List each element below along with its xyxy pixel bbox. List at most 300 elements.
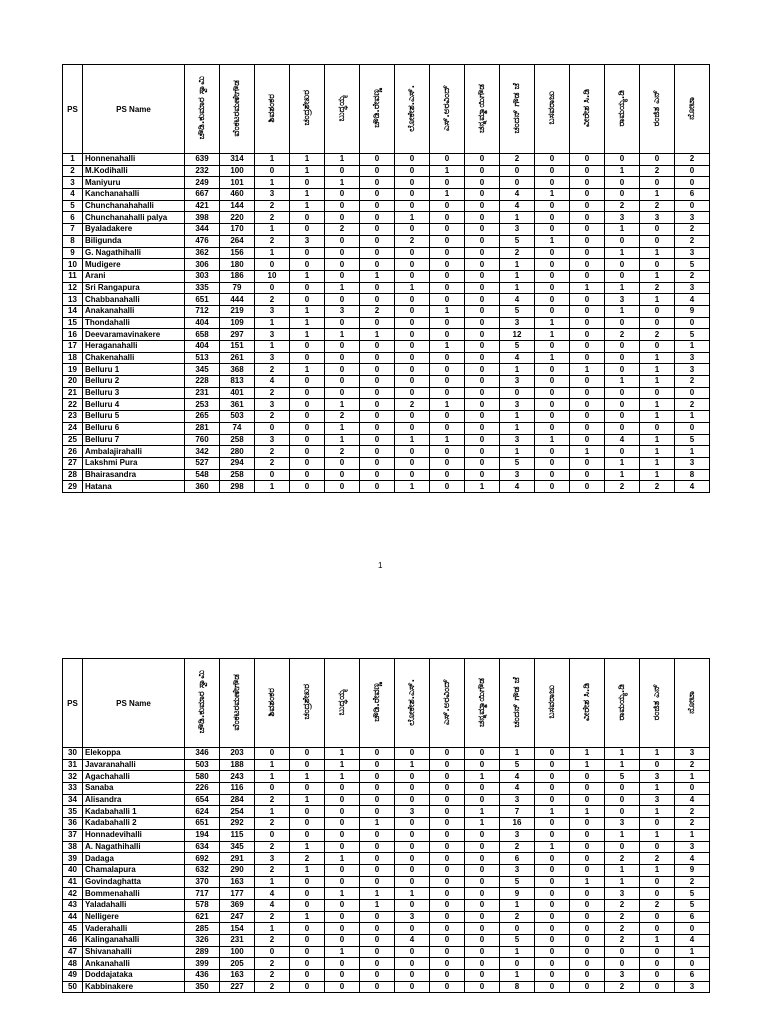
vote-count-cell: 1 — [290, 911, 325, 923]
vote-count-cell: 4 — [500, 481, 535, 493]
vote-count-cell: 634 — [185, 841, 220, 853]
vote-count-cell: 0 — [325, 387, 360, 399]
vote-count-cell: 444 — [220, 294, 255, 306]
vote-count-cell: 3 — [640, 771, 675, 783]
vote-count-cell: 3 — [500, 224, 535, 236]
header-row — [63, 65, 710, 154]
vote-count-cell: 0 — [360, 469, 395, 481]
vote-count-cell: 306 — [185, 259, 220, 271]
vote-count-cell: 1 — [325, 946, 360, 958]
table-row — [63, 888, 710, 900]
vote-count-cell: 2 — [500, 841, 535, 853]
vote-count-cell: 1 — [360, 888, 395, 900]
vote-count-cell: 1 — [675, 341, 710, 353]
vote-count-cell: 0 — [395, 958, 430, 970]
vote-count-cell: 0 — [325, 457, 360, 469]
vote-count-cell: 2 — [675, 270, 710, 282]
vote-count-cell: 1 — [535, 329, 570, 341]
vote-count-cell: 0 — [395, 771, 430, 783]
vote-count-cell: 0 — [360, 399, 395, 411]
vote-count-cell: 5 — [500, 341, 535, 353]
header-candidate — [255, 659, 290, 748]
vote-count-cell: 0 — [395, 247, 430, 259]
vote-count-cell: 0 — [535, 247, 570, 259]
vote-count-cell: 0 — [395, 783, 430, 795]
vote-count-cell: 639 — [185, 154, 220, 166]
vote-count-cell: 0 — [430, 387, 465, 399]
vote-count-cell: 0 — [325, 806, 360, 818]
vote-count-cell: 0 — [395, 853, 430, 865]
vote-count-cell: 0 — [360, 946, 395, 958]
vote-count-cell: 0 — [430, 317, 465, 329]
ps-number-cell: 10 — [63, 259, 83, 271]
vote-count-cell: 1 — [325, 399, 360, 411]
vote-count-cell: 232 — [185, 165, 220, 177]
table-row — [63, 235, 710, 247]
vote-count-cell: 0 — [360, 771, 395, 783]
ps-number-cell: 4 — [63, 189, 83, 201]
ps-number-cell: 34 — [63, 794, 83, 806]
vote-count-cell: 247 — [220, 911, 255, 923]
vote-count-cell: 0 — [430, 829, 465, 841]
vote-count-cell: 0 — [290, 899, 325, 911]
vote-count-cell: 4 — [255, 899, 290, 911]
vote-count-cell: 0 — [360, 177, 395, 189]
vote-count-cell: 0 — [535, 481, 570, 493]
ps-number-cell: 3 — [63, 177, 83, 189]
table-row — [63, 864, 710, 876]
vote-count-cell: 101 — [220, 177, 255, 189]
table-row — [63, 446, 710, 458]
vote-count-cell: 0 — [675, 387, 710, 399]
vote-count-cell: 0 — [605, 317, 640, 329]
vote-count-cell: 0 — [570, 911, 605, 923]
vote-count-cell: 3 — [255, 399, 290, 411]
vote-count-cell: 0 — [640, 154, 675, 166]
vote-count-cell: 421 — [185, 200, 220, 212]
vote-count-cell: 398 — [185, 212, 220, 224]
ps-number-cell: 7 — [63, 224, 83, 236]
vote-count-cell: 2 — [255, 935, 290, 947]
vote-count-cell: 0 — [430, 783, 465, 795]
vote-count-cell: 0 — [325, 935, 360, 947]
vote-count-cell: 1 — [500, 411, 535, 423]
vote-count-cell: 0 — [605, 841, 640, 853]
table-row — [63, 783, 710, 795]
vote-count-cell: 2 — [605, 911, 640, 923]
ps-name-cell: Belluru 3 — [83, 387, 185, 399]
vote-count-cell: 1 — [500, 212, 535, 224]
vote-count-cell: 2 — [255, 794, 290, 806]
ps-name-cell: Bhairasandra — [83, 469, 185, 481]
header-candidate — [395, 65, 430, 154]
vote-count-cell: 0 — [360, 853, 395, 865]
ps-name-cell: Alisandra — [83, 794, 185, 806]
vote-count-cell: 1 — [325, 434, 360, 446]
vote-count-cell: 0 — [535, 469, 570, 481]
vote-count-cell: 0 — [395, 422, 430, 434]
vote-count-cell: 0 — [430, 970, 465, 982]
vote-count-cell: 0 — [430, 469, 465, 481]
ps-name-cell: Belluru 5 — [83, 411, 185, 423]
page-number: 1 — [378, 561, 383, 570]
vote-count-cell: 0 — [465, 469, 500, 481]
vote-count-cell: 0 — [360, 282, 395, 294]
vote-count-cell: 0 — [325, 247, 360, 259]
ps-number-cell: 14 — [63, 305, 83, 317]
vote-count-cell: 2 — [500, 247, 535, 259]
vote-count-cell: 0 — [570, 864, 605, 876]
vote-count-cell: 4 — [500, 783, 535, 795]
vote-count-cell: 513 — [185, 352, 220, 364]
vote-count-cell: 0 — [640, 387, 675, 399]
vote-count-cell: 0 — [500, 177, 535, 189]
vote-count-cell: 0 — [325, 376, 360, 388]
vote-count-cell: 0 — [290, 783, 325, 795]
vote-count-cell: 404 — [185, 341, 220, 353]
vote-count-cell: 0 — [570, 771, 605, 783]
vote-count-cell: 2 — [255, 212, 290, 224]
vote-count-cell: 261 — [220, 352, 255, 364]
vote-count-cell: 0 — [465, 189, 500, 201]
vote-count-cell: 0 — [465, 457, 500, 469]
vote-count-cell: 0 — [640, 317, 675, 329]
vote-count-cell: 1 — [255, 806, 290, 818]
vote-count-cell: 0 — [535, 829, 570, 841]
vote-count-cell: 0 — [640, 946, 675, 958]
vote-count-cell: 0 — [430, 946, 465, 958]
vote-count-cell: 0 — [395, 864, 430, 876]
table-row — [63, 806, 710, 818]
vote-count-cell: 1 — [290, 364, 325, 376]
ps-name-cell: Belluru 4 — [83, 399, 185, 411]
vote-count-cell: 1 — [290, 841, 325, 853]
vote-count-cell: 0 — [640, 911, 675, 923]
vote-count-cell: 2 — [255, 841, 290, 853]
table-row — [63, 771, 710, 783]
vote-count-cell: 0 — [430, 899, 465, 911]
vote-count-cell: 0 — [570, 154, 605, 166]
header-ps: PS — [63, 65, 83, 154]
vote-count-cell: 1 — [430, 434, 465, 446]
header-candidate — [360, 65, 395, 154]
vote-count-cell: 1 — [255, 247, 290, 259]
ps-name-cell: Belluru 7 — [83, 434, 185, 446]
vote-count-cell: 0 — [605, 794, 640, 806]
header-candidate — [430, 65, 465, 154]
vote-count-cell: 0 — [395, 923, 430, 935]
vote-count-cell: 1 — [500, 422, 535, 434]
vote-count-cell: 3 — [675, 457, 710, 469]
vote-count-cell: 717 — [185, 888, 220, 900]
table-row — [63, 259, 710, 271]
vote-count-cell: 368 — [220, 364, 255, 376]
vote-count-cell: 2 — [255, 387, 290, 399]
candidate-name: ರಾಮಯ್ಯ.ಡಿ — [616, 89, 627, 127]
vote-count-cell: 9 — [675, 305, 710, 317]
header-candidate — [360, 659, 395, 748]
vote-count-cell: 0 — [675, 165, 710, 177]
ps-name-cell: Lakshmi Pura — [83, 457, 185, 469]
vote-count-cell: 0 — [570, 923, 605, 935]
vote-count-cell: 219 — [220, 305, 255, 317]
vote-count-cell: 0 — [360, 923, 395, 935]
header-candidate — [640, 659, 675, 748]
vote-count-cell: 115 — [220, 829, 255, 841]
vote-count-cell: 0 — [395, 794, 430, 806]
vote-count-cell: 203 — [220, 748, 255, 760]
vote-count-cell: 2 — [675, 876, 710, 888]
vote-count-cell: 1 — [640, 294, 675, 306]
vote-count-cell: 0 — [325, 200, 360, 212]
vote-count-cell: 2 — [255, 446, 290, 458]
header-candidate — [675, 659, 710, 748]
ps-name-cell: Deevaramavinakere — [83, 329, 185, 341]
vote-count-cell: 0 — [360, 294, 395, 306]
vote-count-cell: 1 — [605, 224, 640, 236]
ps-number-cell: 46 — [63, 935, 83, 947]
vote-count-cell: 290 — [220, 864, 255, 876]
table-row — [63, 154, 710, 166]
vote-count-cell: 0 — [255, 946, 290, 958]
vote-count-cell: 0 — [605, 364, 640, 376]
vote-count-cell: 0 — [640, 341, 675, 353]
vote-count-cell: 350 — [185, 981, 220, 993]
vote-count-cell: 2 — [325, 224, 360, 236]
vote-count-cell: 0 — [640, 177, 675, 189]
vote-count-cell: 651 — [185, 818, 220, 830]
header-candidate — [500, 659, 535, 748]
vote-count-cell: 360 — [185, 481, 220, 493]
vote-count-cell: 0 — [395, 270, 430, 282]
vote-count-cell: 1 — [325, 888, 360, 900]
vote-count-cell: 0 — [290, 282, 325, 294]
vote-count-cell: 2 — [640, 899, 675, 911]
vote-count-cell: 1 — [500, 970, 535, 982]
vote-count-cell: 4 — [500, 294, 535, 306]
vote-count-cell: 10 — [255, 270, 290, 282]
vote-count-cell: 346 — [185, 748, 220, 760]
ps-number-cell: 43 — [63, 899, 83, 911]
vote-count-cell: 4 — [500, 200, 535, 212]
header-candidate — [255, 65, 290, 154]
vote-count-cell: 3 — [255, 434, 290, 446]
vote-count-cell: 3 — [500, 469, 535, 481]
vote-count-cell: 0 — [570, 200, 605, 212]
vote-count-cell: 0 — [395, 446, 430, 458]
vote-count-cell: 7 — [500, 806, 535, 818]
vote-count-cell: 0 — [570, 481, 605, 493]
candidate-name: ಚಂದ್ರಶೇಖರ — [301, 90, 312, 126]
vote-count-cell: 0 — [535, 411, 570, 423]
vote-count-cell: 0 — [360, 748, 395, 760]
vote-count-cell: 0 — [605, 783, 640, 795]
vote-count-cell: 0 — [430, 794, 465, 806]
vote-count-cell: 0 — [255, 783, 290, 795]
vote-count-cell: 1 — [500, 259, 535, 271]
vote-count-cell: 0 — [570, 376, 605, 388]
vote-count-cell: 0 — [360, 247, 395, 259]
ps-number-cell: 18 — [63, 352, 83, 364]
vote-count-cell: 2 — [605, 329, 640, 341]
header-candidate — [605, 659, 640, 748]
vote-count-cell: 0 — [570, 829, 605, 841]
vote-count-cell: 0 — [570, 305, 605, 317]
ps-number-cell: 44 — [63, 911, 83, 923]
vote-count-cell: 0 — [325, 469, 360, 481]
vote-count-cell: 0 — [430, 352, 465, 364]
vote-count-cell: 1 — [535, 352, 570, 364]
ps-name-cell: Dadaga — [83, 853, 185, 865]
candidate-name: ಬಸವರಾಜು — [546, 91, 557, 125]
vote-count-cell: 548 — [185, 469, 220, 481]
vote-count-cell: 1 — [640, 270, 675, 282]
table-row — [63, 165, 710, 177]
vote-count-cell: 0 — [325, 794, 360, 806]
header-candidate — [325, 65, 360, 154]
vote-count-cell: 0 — [500, 958, 535, 970]
vote-count-cell: 0 — [430, 876, 465, 888]
vote-count-cell: 0 — [570, 853, 605, 865]
ps-name-cell: Anakanahalli — [83, 305, 185, 317]
vote-count-cell: 1 — [325, 329, 360, 341]
ps-name-cell: Kalinganahalli — [83, 935, 185, 947]
vote-count-cell: 0 — [535, 294, 570, 306]
vote-count-cell: 3 — [255, 352, 290, 364]
vote-count-cell: 580 — [185, 771, 220, 783]
candidate-name: ಚೌಡಿ.ಕುಮಾರ ಸ್ವಾಮಿ — [196, 670, 207, 734]
vote-count-cell: 3 — [675, 247, 710, 259]
vote-count-cell: 1 — [605, 376, 640, 388]
candidate-name: ವೆಂಕಟರಮಣೇಗೌಡ — [231, 79, 242, 137]
header-candidate — [535, 65, 570, 154]
vote-count-cell: 2 — [605, 935, 640, 947]
vote-count-cell: 1 — [535, 235, 570, 247]
vote-count-cell: 0 — [360, 829, 395, 841]
ps-number-cell: 45 — [63, 923, 83, 935]
vote-count-cell: 5 — [500, 759, 535, 771]
vote-count-cell: 0 — [465, 935, 500, 947]
ps-number-cell: 24 — [63, 422, 83, 434]
vote-count-cell: 292 — [220, 818, 255, 830]
vote-count-cell: 5 — [675, 259, 710, 271]
vote-count-cell: 0 — [465, 259, 500, 271]
vote-count-cell: 1 — [360, 329, 395, 341]
vote-count-cell: 3 — [675, 981, 710, 993]
vote-count-cell: 0 — [605, 177, 640, 189]
table-row — [63, 200, 710, 212]
vote-count-cell: 1 — [325, 853, 360, 865]
vote-count-cell: 163 — [220, 876, 255, 888]
vote-count-cell: 0 — [290, 376, 325, 388]
vote-count-cell: 291 — [220, 853, 255, 865]
vote-count-cell: 0 — [290, 247, 325, 259]
vote-count-cell: 1 — [430, 305, 465, 317]
vote-count-cell: 1 — [465, 481, 500, 493]
vote-count-cell: 0 — [430, 247, 465, 259]
vote-count-cell: 4 — [395, 935, 430, 947]
ps-number-cell: 19 — [63, 364, 83, 376]
vote-count-cell: 227 — [220, 981, 255, 993]
vote-count-cell: 0 — [500, 387, 535, 399]
table-row — [63, 212, 710, 224]
vote-count-cell: 2 — [640, 200, 675, 212]
ps-number-cell: 6 — [63, 212, 83, 224]
ps-number-cell: 41 — [63, 876, 83, 888]
vote-count-cell: 476 — [185, 235, 220, 247]
vote-count-cell: 3 — [675, 841, 710, 853]
vote-count-cell: 4 — [675, 481, 710, 493]
vote-count-cell: 1 — [395, 212, 430, 224]
vote-count-cell: 0 — [325, 841, 360, 853]
vote-count-cell: 0 — [465, 970, 500, 982]
ps-number-cell: 15 — [63, 317, 83, 329]
vote-count-cell: 0 — [325, 212, 360, 224]
vote-count-cell: 0 — [395, 177, 430, 189]
vote-count-cell: 0 — [605, 399, 640, 411]
vote-count-cell: 658 — [185, 329, 220, 341]
vote-count-cell: 0 — [570, 387, 605, 399]
vote-count-cell: 0 — [570, 981, 605, 993]
vote-count-cell: 0 — [430, 841, 465, 853]
vote-count-cell: 6 — [500, 853, 535, 865]
vote-count-cell: 3 — [675, 212, 710, 224]
table-row — [63, 224, 710, 236]
vote-count-cell: 3 — [255, 305, 290, 317]
vote-count-cell: 0 — [325, 481, 360, 493]
table-row — [63, 958, 710, 970]
vote-count-cell: 0 — [290, 399, 325, 411]
vote-count-cell: 0 — [360, 224, 395, 236]
vote-count-cell: 1 — [675, 829, 710, 841]
vote-count-cell: 1 — [640, 446, 675, 458]
vote-count-cell: 3 — [605, 212, 640, 224]
table-row — [63, 970, 710, 982]
vote-count-cell: 0 — [570, 946, 605, 958]
vote-count-cell: 0 — [465, 247, 500, 259]
ps-name-cell: Javaranahalli — [83, 759, 185, 771]
vote-count-cell: 1 — [395, 434, 430, 446]
vote-count-cell: 2 — [500, 154, 535, 166]
vote-count-cell: 0 — [395, 411, 430, 423]
table-row — [63, 282, 710, 294]
vote-count-cell: 1 — [255, 876, 290, 888]
vote-count-cell: 2 — [255, 457, 290, 469]
vote-count-cell: 1 — [500, 899, 535, 911]
vote-count-cell: 2 — [640, 282, 675, 294]
vote-count-cell: 0 — [465, 958, 500, 970]
vote-count-cell: 5 — [500, 457, 535, 469]
vote-count-cell: 654 — [185, 794, 220, 806]
vote-count-cell: 0 — [395, 364, 430, 376]
vote-count-cell: 0 — [290, 422, 325, 434]
vote-count-cell: 1 — [570, 806, 605, 818]
vote-count-cell: 1 — [570, 876, 605, 888]
vote-count-cell: 0 — [325, 783, 360, 795]
vote-count-cell: 0 — [395, 981, 430, 993]
vote-count-cell: 0 — [395, 469, 430, 481]
vote-count-cell: 1 — [290, 200, 325, 212]
candidate-name: ಚೌಡಿ.ರೇವಣ್ಣ — [371, 682, 382, 722]
vote-count-cell: 0 — [360, 783, 395, 795]
vote-count-cell: 4 — [255, 376, 290, 388]
vote-count-cell: 226 — [185, 783, 220, 795]
vote-count-cell: 621 — [185, 911, 220, 923]
vote-count-cell: 0 — [290, 212, 325, 224]
vote-count-cell: 3 — [290, 235, 325, 247]
header-candidate — [290, 659, 325, 748]
vote-count-cell: 0 — [605, 341, 640, 353]
